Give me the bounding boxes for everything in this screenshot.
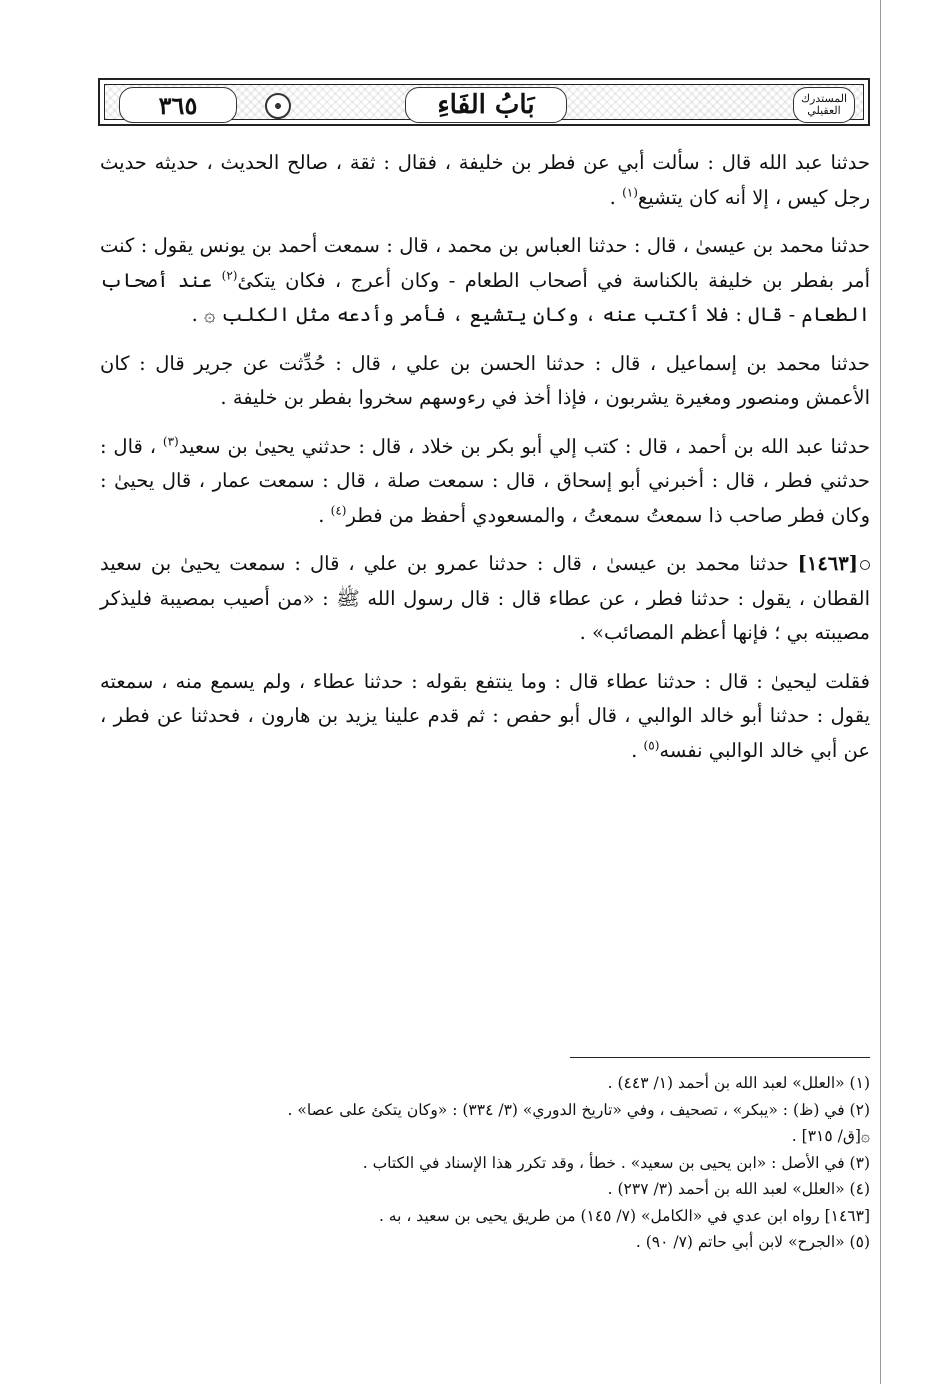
- ornament-icon: [265, 93, 291, 119]
- footnote-hadith-1463: [١٤٦٣] رواه ابن عدي في «الكامل» (٧/ ١٤٥) من طريق يحيى بن سعيد ، به .: [378, 1206, 870, 1225]
- footnote-ref[interactable]: (١): [622, 185, 638, 199]
- seal-line-2: العقيلي: [807, 104, 841, 117]
- footnotes: [150, 1070, 870, 1256]
- section-title: بَابُ الفَاءِ: [405, 87, 567, 123]
- seal-line-1: المستدرك: [800, 92, 848, 105]
- paragraph-6: [100, 665, 870, 769]
- footnote-1: (١) «العلل» لعبد الله بن أحمد (١/ ٤٤٣) .: [607, 1074, 870, 1092]
- paragraph-text: حدثنا محمد بن عيسىٰ ، قال : حدثنا عمرو بن علي ، قال : سمعت يحيىٰ بن سعيد القطان ، يقول : حدثنا فطر ، عن عطاء قال : قال رسول الله ﷺ : «من أصيب بمصيبة فليذكر مصيبته بي ؛ فإنها أعظم المصائب» .: [100, 552, 870, 644]
- footnote-manuscript-ref: ۞[ق/ ٣١٥] .: [791, 1127, 870, 1145]
- footnote-divider: [570, 1057, 870, 1058]
- footnote-ref[interactable]: (٣): [162, 434, 179, 448]
- paragraph-end: .: [609, 185, 623, 209]
- paragraph-end: .: [631, 738, 644, 762]
- page-edge-line: [880, 0, 881, 1384]
- paragraph-text: حدثنا محمد بن عيسىٰ ، قال : حدثنا العباس بن محمد ، قال : سمعت أحمد بن يونس يقول : كنت أمر بفطر بن خليفة بالكناسة في أصحاب الطعام - وكان أعرج ، فكان يتكئ: [100, 234, 871, 292]
- paragraph-text-cont: ، قال : حدثني فطر ، قال : أخبرني أبو إسحاق ، قال : سمعت صلة ، قال : سمعت عمار ، قال يحيىٰ : وكان فطر صاحب ذا سمعتُ سمعتُ ، والمسعودي أحفظ من فطر: [100, 434, 870, 527]
- paragraph-text: فقلت ليحيىٰ : قال : حدثنا عطاء قال : وما ينتفع بقوله : حدثنا عطاء ، ولم يسمع منه ، سمعته يقول : حدثنا أبو خالد الوالبي ، قال أبو حفص : ثم قدم علينا يزيد بن هارون ، فحدثنا عن فطر ، عن أبي خالد الوالبي نفسه: [100, 669, 870, 762]
- page-header: [98, 78, 870, 126]
- paragraph-text: حدثنا محمد بن إسماعيل ، قال : حدثنا الحسن بن علي ، قال : حُدِّثت عن جرير قال : كان الأعمش ومنصور ومغيرة يشربون ، فإذا أخذ في رءوسهم سخروا بفطر بن خليفة .: [100, 351, 870, 409]
- footnote-3: (٣) في الأصل : «ابن يحيى بن سعيد» . خطأ ، وقد تكرر هذا الإسناد في الكتاب .: [362, 1153, 870, 1172]
- footnote-4: (٤) «العلل» لعبد الله بن أحمد (٣/ ٢٣٧) .: [607, 1180, 870, 1198]
- paragraph-text-cont: عند أصحاب الطعام - قال : فلا أكتب عنه ، وكان يتشيع ، فأمر وأدعه مثل الكلب ۞ .: [100, 268, 870, 326]
- paragraph-3: [100, 347, 870, 416]
- footnote-ref[interactable]: (٥): [643, 738, 660, 752]
- book-seal: [793, 87, 855, 123]
- paragraph-text: حدثنا عبد الله بن أحمد ، قال : كتب إلي أبو بكر بن خلاد ، قال : حدثني يحيىٰ بن سعيد: [178, 434, 871, 458]
- header-ornament-band: [104, 84, 864, 120]
- paragraph-text: حدثنا عبد الله قال : سألت أبي عن فطر بن خليفة ، فقال : ثقة ، صالح الحديث ، حديثه حديث رجل كيس ، إلا أنه كان يتشيع: [100, 151, 870, 209]
- paragraph-4: [100, 430, 870, 534]
- paragraph-2: [100, 229, 870, 333]
- footnote-2: (٢) في (ظ) : «يبكر» ، تصحيف ، وفي «تاريخ الدوري» (٣/ ٣٣٤) : «وكان يتكئ على عصا» .: [287, 1100, 870, 1119]
- main-text: [100, 146, 870, 782]
- paragraph-5-hadith: [100, 547, 870, 651]
- footnote-ref[interactable]: (٤): [330, 503, 347, 517]
- hadith-marker-icon: [860, 560, 870, 570]
- paragraph-1: [100, 146, 870, 215]
- paragraph-end: .: [318, 503, 331, 527]
- hadith-number: [١٤٦٣]: [797, 552, 858, 575]
- footnote-5: (٥) «الجرح» لابن أبي حاتم (٧/ ٩٠) .: [635, 1233, 870, 1251]
- page-number: ٣٦٥: [119, 87, 237, 123]
- footnote-ref[interactable]: (٢): [221, 268, 238, 282]
